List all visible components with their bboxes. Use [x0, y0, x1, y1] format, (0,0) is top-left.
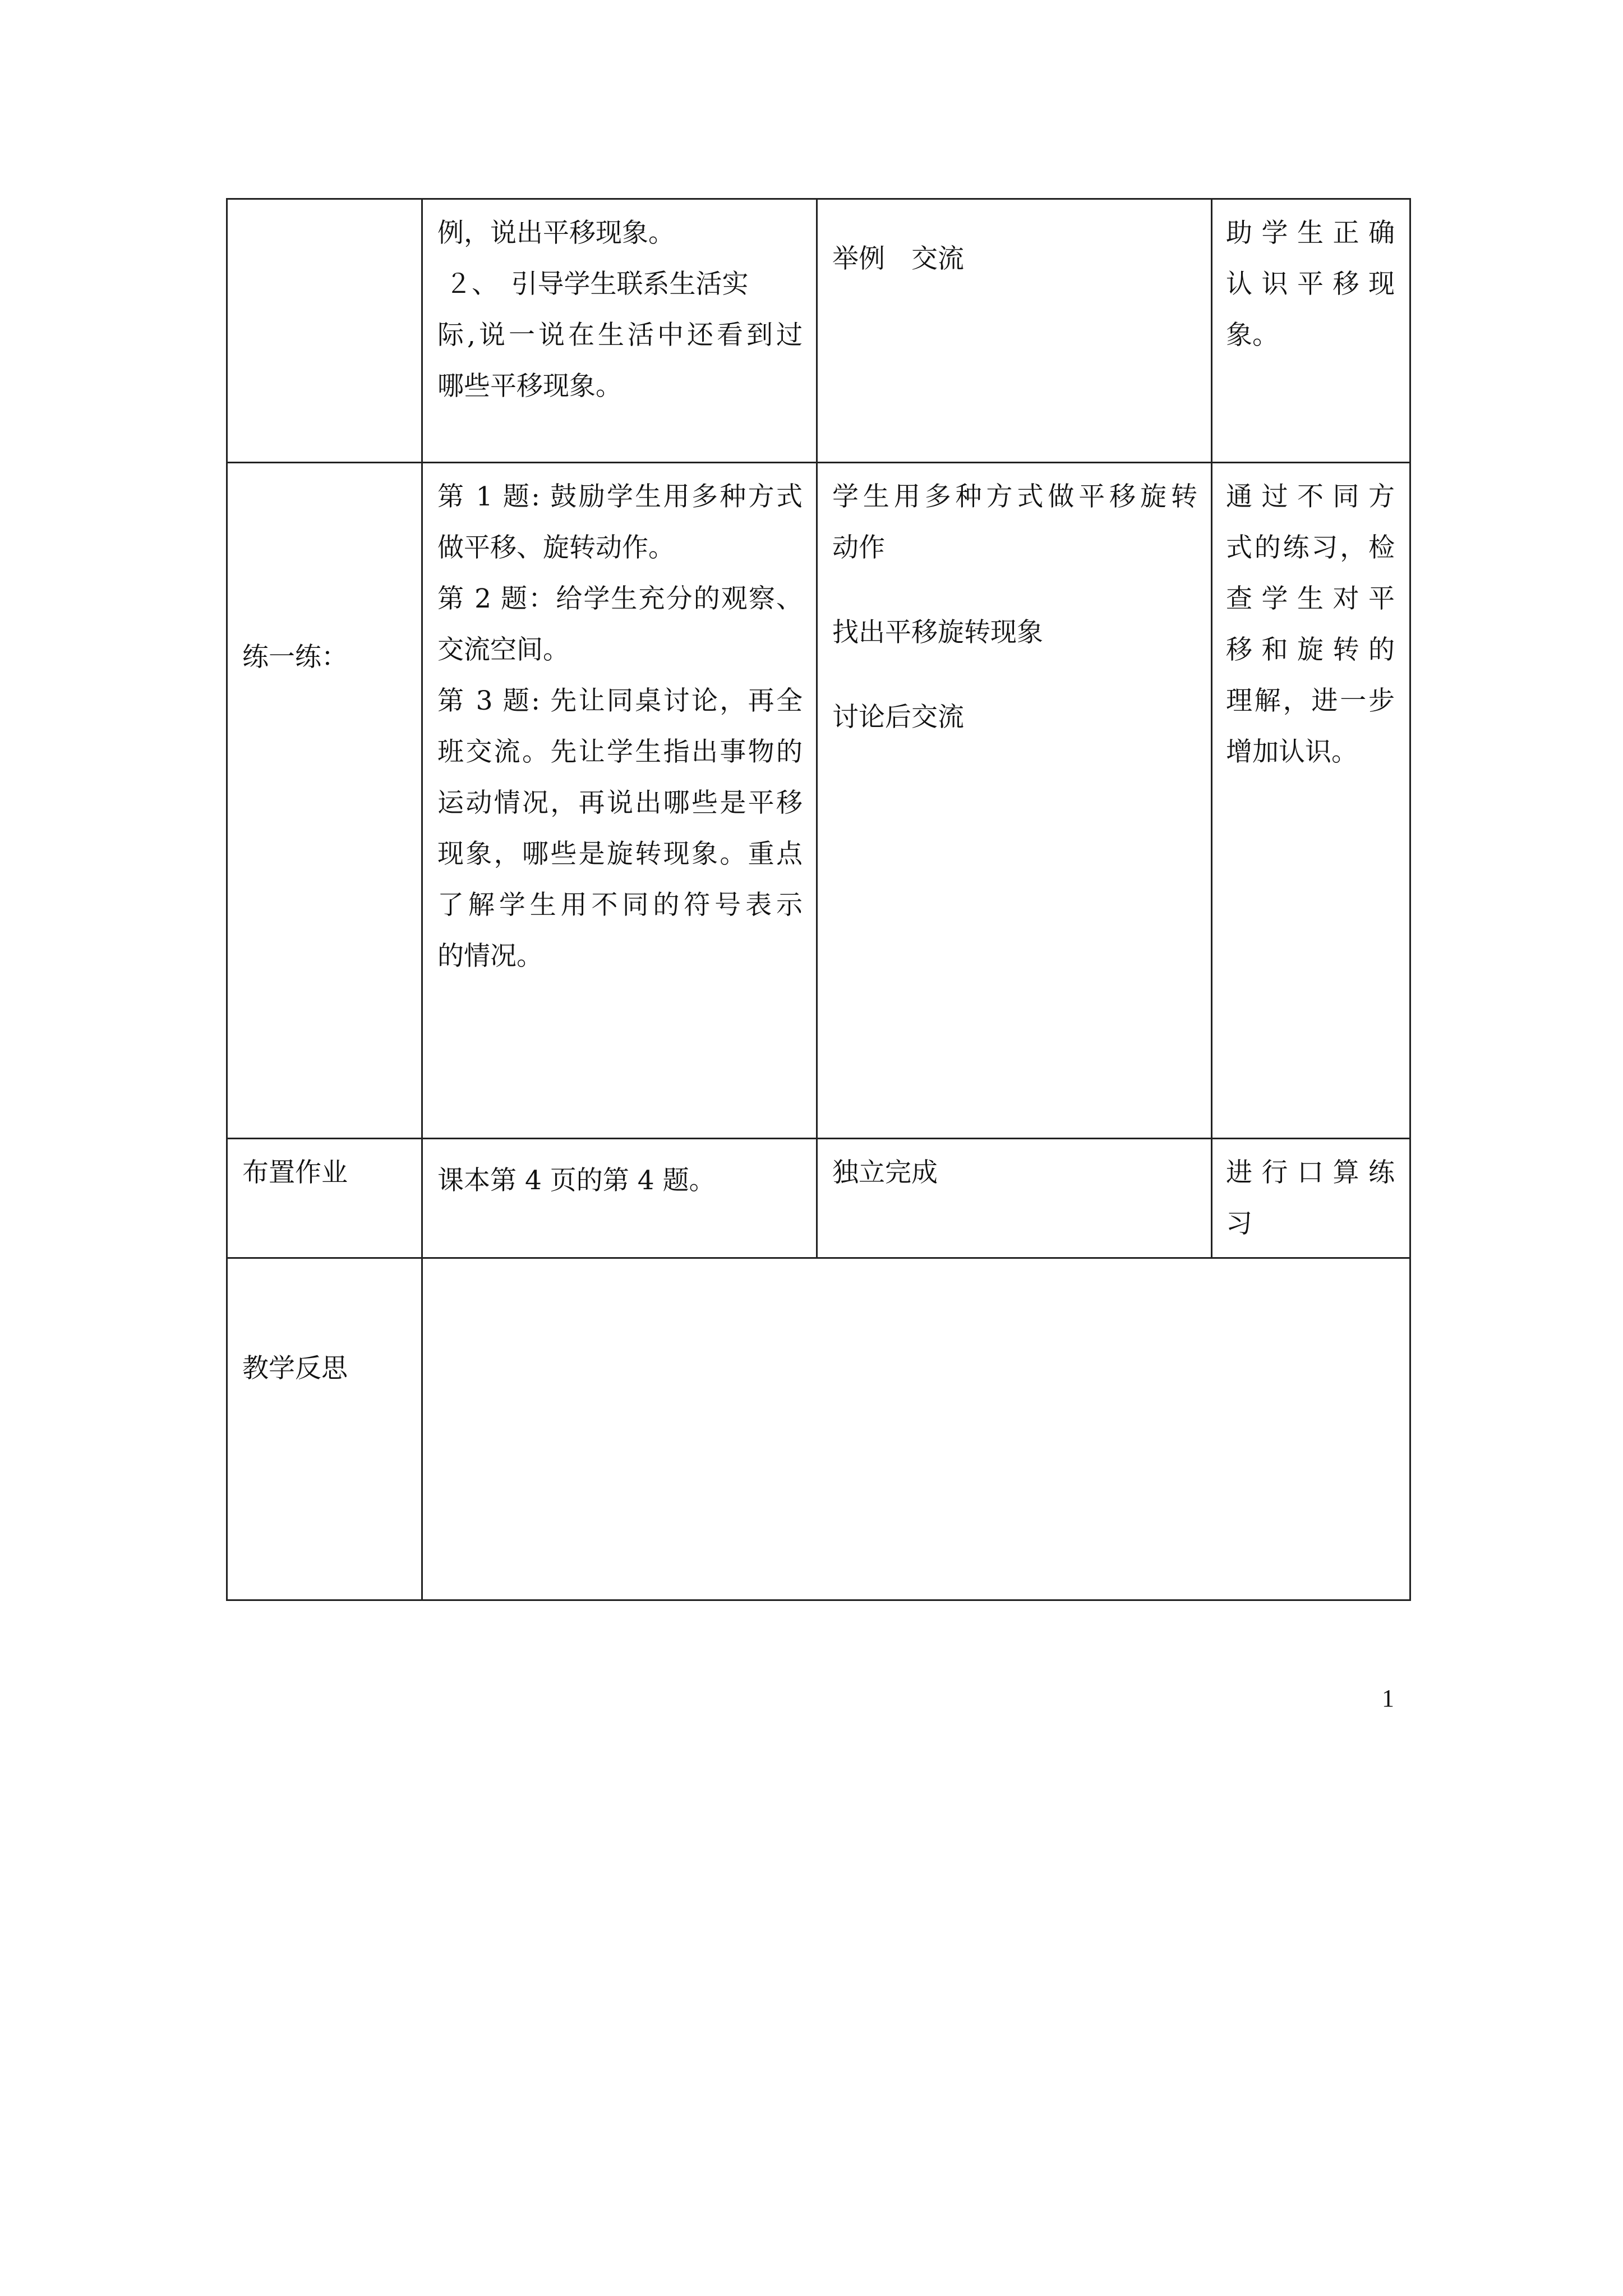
table-row [227, 1139, 1410, 1258]
row3-purpose-line-2: 习 [1226, 1208, 1252, 1239]
row4-reflection-cell [422, 1258, 1410, 1600]
row1-stage-cell [227, 199, 422, 463]
row2-student-spacer-2 [832, 658, 1197, 692]
row1-teacher-line-3: 际,说一说在生活中还看到过 [437, 320, 803, 351]
row2-teacher-activity-cell [422, 463, 817, 1139]
row2-purpose-line-2: 式的练习，检 [1226, 532, 1395, 563]
row2-purpose-line-1: 通过不同方 [1226, 481, 1395, 512]
row2-teacher-line-2: 做平移、旋转动作。 [437, 532, 675, 563]
row1-purpose-line-3: 象。 [1226, 320, 1279, 351]
row2-teacher-line-8: 现象，哪些是旋转现象。重点 [437, 839, 803, 869]
row2-stage-cell: 练一练： [227, 463, 422, 1139]
row2-student-line-1: 学生用多种方式做平移旋转 [832, 481, 1197, 512]
table-row [227, 463, 1410, 1139]
row3-teacher-activity-cell: 课本第 4 页的第 4 题。 [422, 1139, 817, 1258]
row1-purpose-line-1: 助学生正确 [1226, 218, 1395, 249]
row4-stage-cell: 教学反思 [227, 1258, 422, 1600]
row2-student-line-2: 动作 [832, 532, 885, 563]
row2-teacher-line-1: 第 1 题: 鼓励学生用多种方式 [437, 481, 803, 512]
row2-student-line-3: 找出平移旋转现象 [832, 617, 1043, 648]
lesson-plan-table [226, 198, 1411, 1601]
row3-student-activity-cell: 独立完成 [817, 1139, 1212, 1258]
row2-teacher-line-3: 第 2 题：给学生充分的观察、 [437, 583, 803, 614]
row2-teacher-line-10: 的情况。 [437, 941, 543, 972]
row3-purpose-cell [1212, 1139, 1410, 1258]
table-row [227, 199, 1410, 463]
row2-teacher-line-7: 运动情况，再说出哪些是平移 [437, 788, 803, 818]
row2-teacher-line-6: 班交流。先让学生指出事物的 [437, 737, 803, 767]
row1-purpose-line-2: 认识平移现 [1226, 269, 1395, 300]
row2-student-activity-cell [817, 463, 1212, 1139]
row2-teacher-line-4: 交流空间。 [437, 634, 569, 665]
table-row [227, 1258, 1410, 1600]
row2-purpose-line-3: 查学生对平 [1226, 583, 1395, 614]
row2-purpose-line-5: 理解，进一步 [1226, 685, 1395, 716]
row2-purpose-line-4: 移和旋转的 [1226, 634, 1395, 665]
page-number: 1 [1382, 1685, 1394, 1712]
row2-teacher-line-5: 第 3 题: 先让同桌讨论，再全 [437, 685, 803, 716]
row1-teacher-line-1: 例，说出平移现象。 [437, 218, 675, 249]
row1-teacher-line-2: ２、 引导学生联系生活实 [445, 269, 749, 300]
row2-student-line-4: 讨论后交流 [832, 702, 964, 733]
row2-purpose-cell [1212, 463, 1410, 1139]
row2-student-spacer-1 [832, 573, 1197, 607]
row1-teacher-line-4: 哪些平移现象。 [437, 371, 622, 402]
row1-purpose-cell [1212, 199, 1410, 463]
row2-purpose-line-6: 增加认识。 [1226, 737, 1358, 767]
row3-purpose-line-1: 进行口算练 [1226, 1157, 1395, 1188]
row3-stage-cell: 布置作业 [227, 1139, 422, 1258]
row2-teacher-line-9: 了解学生用不同的符号表示 [437, 890, 803, 921]
row1-student-activity-cell: 举例 交流 [817, 199, 1212, 463]
row1-teacher-activity-cell [422, 199, 817, 463]
